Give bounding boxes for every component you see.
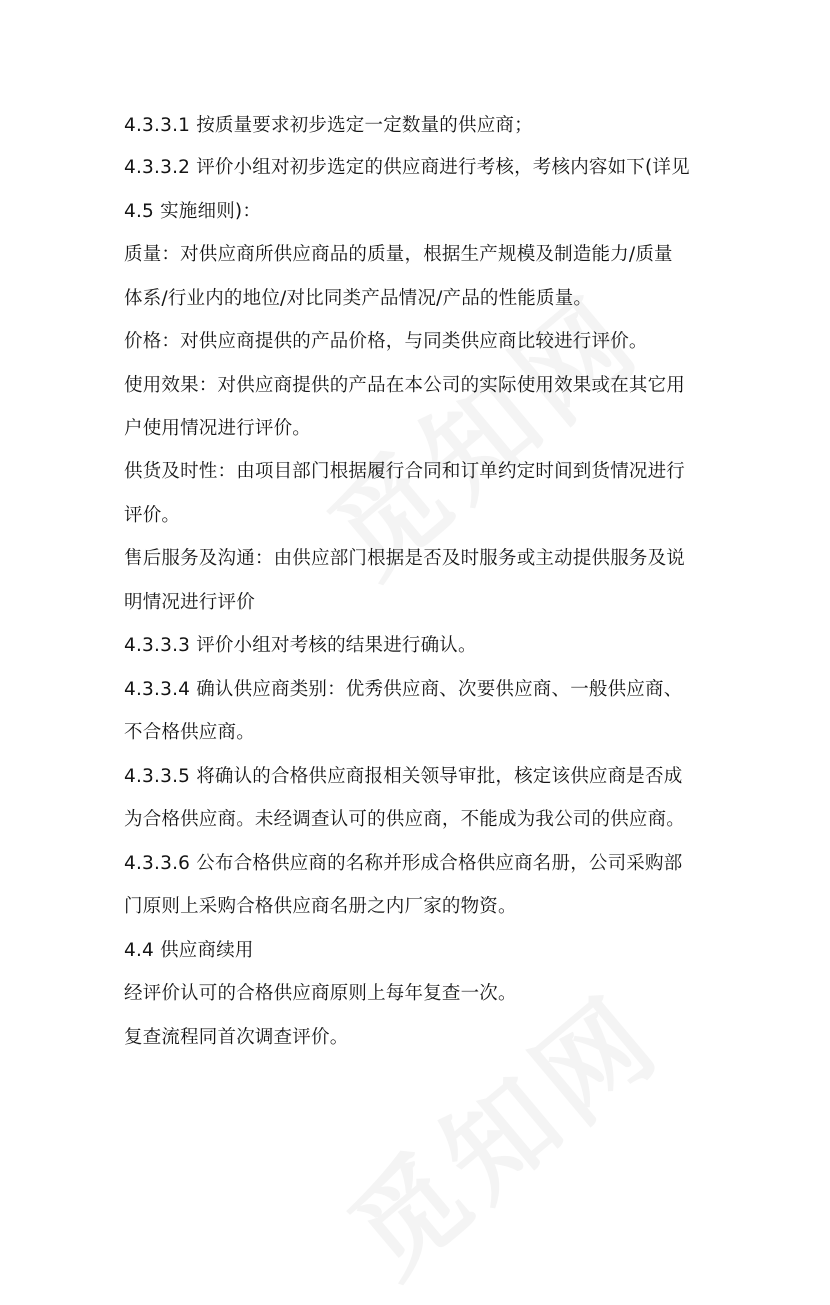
- section-heading: 4.4 供应商续用: [124, 940, 254, 961]
- text-line: 为合格供应商。未经调查认可的供应商，不能成为我公司的供应商。: [124, 809, 686, 830]
- text-line: 复查流程同首次调查评价。: [124, 1027, 349, 1048]
- text-line: 4.5 实施细则)：: [124, 201, 262, 222]
- text-line: 体系/行业内的地位/对比同类产品情况/产品的性能质量。: [124, 288, 593, 309]
- text-line: 户使用情况进行评价。: [124, 418, 312, 439]
- text-line: 使用效果：对供应商提供的产品在本公司的实际使用效果或在其它用: [124, 375, 686, 396]
- text-line: 4.3.3.6 公布合格供应商的名称并形成合格供应商名册，公司采购部: [124, 853, 683, 874]
- text-line: 供货及时性：由项目部门根据履行合同和订单约定时间到货情况进行: [124, 461, 686, 482]
- text-line: 4.3.3.2 评价小组对初步选定的供应商进行考核，考核内容如下(详见: [124, 157, 690, 178]
- text-line: 售后服务及沟通：由供应部门根据是否及时服务或主动提供服务及说: [124, 548, 686, 569]
- text-line: 质量：对供应商所供应商品的质量，根据生产规模及制造能力/质量: [124, 244, 673, 265]
- text-line: 明情况进行评价: [124, 592, 255, 613]
- text-line: 4.3.3.5 将确认的合格供应商报相关领导审批，核定该供应商是否成: [124, 766, 683, 787]
- text-line: 4.3.3.4 确认供应商类别：优秀供应商、次要供应商、一般供应商、: [124, 679, 683, 700]
- text-line: 价格：对供应商提供的产品价格，与同类供应商比较进行评价。: [124, 331, 648, 352]
- text-line: 4.3.3.3 评价小组对考核的结果进行确认。: [124, 635, 477, 656]
- text-line: 不合格供应商。: [124, 722, 255, 743]
- text-line: 4.3.3.1 按质量要求初步选定一定数量的供应商；: [124, 115, 533, 136]
- text-line: 经评价认可的合格供应商原则上每年复查一次。: [124, 983, 517, 1004]
- text-line: 门原则上采购合格供应商名册之内厂家的物资。: [124, 896, 517, 917]
- text-line: 评价。: [124, 505, 181, 526]
